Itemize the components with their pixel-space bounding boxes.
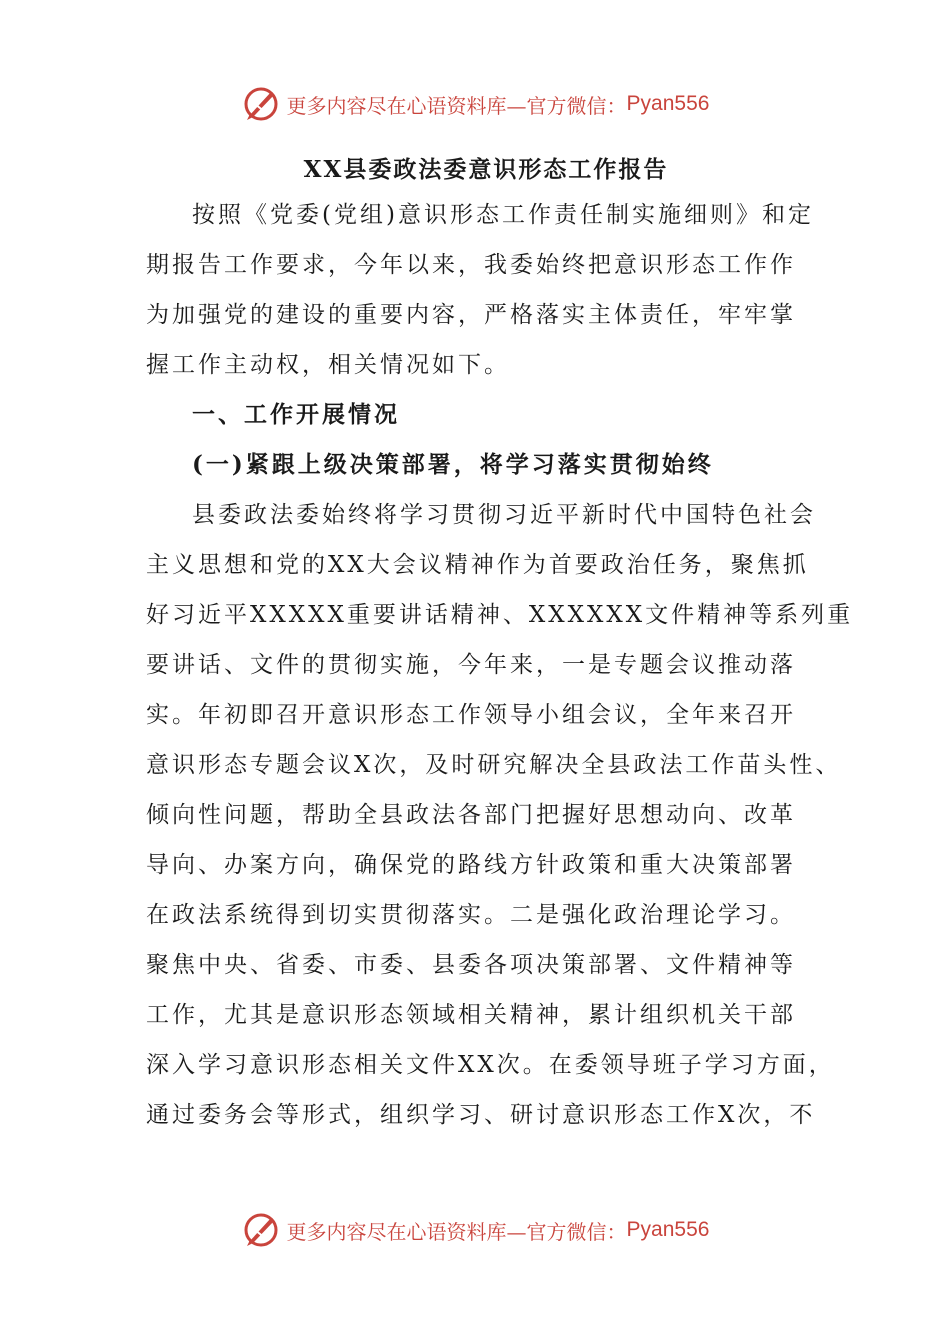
banner-wechat-id: Pyan556 xyxy=(626,92,710,115)
paragraph-line: 期报告工作要求，今年以来，我委始终把意识形态工作作 xyxy=(146,252,796,278)
document-title: XX县委政法委意识形态工作报告 xyxy=(303,156,669,183)
quill-pen-icon xyxy=(241,1210,281,1250)
watermark-banner-bottom xyxy=(0,1208,950,1252)
banner-text: 更多内容尽在心语资料库—官方微信： xyxy=(286,93,627,118)
paragraph-line: 实。年初即召开意识形态工作领导小组会议，全年来召开 xyxy=(146,702,796,728)
paragraph-line: 按照《党委(党组)意识形态工作责任制实施细则》和定 xyxy=(192,202,814,228)
paragraph-line: 握工作主动权，相关情况如下。 xyxy=(146,352,510,378)
quill-pen-icon xyxy=(241,84,281,124)
paragraph-line: 好习近平XXXXX重要讲话精神、XXXXXX文件精神等系列重 xyxy=(146,602,854,628)
paragraph-line: 要讲话、文件的贯彻实施，今年来，一是专题会议推动落 xyxy=(146,652,796,678)
banner-text: 更多内容尽在心语资料库—官方微信： xyxy=(286,1219,627,1244)
section-heading: 一、工作开展情况 xyxy=(192,401,400,428)
paragraph-line: 聚焦中央、省委、市委、县委各项决策部署、文件精神等 xyxy=(146,952,796,978)
paragraph-line: 意识形态专题会议X次，及时研究解决全县政法工作苗头性、 xyxy=(146,752,842,778)
document-body xyxy=(146,150,854,1140)
paragraph-line: 导向、办案方向，确保党的路线方针政策和重大决策部署 xyxy=(146,852,796,878)
banner-wechat-id: Pyan556 xyxy=(626,1218,710,1241)
paragraph-line: 主义思想和党的XX大会议精神作为首要政治任务，聚焦抓 xyxy=(146,552,809,578)
paragraph-line: 通过委务会等形式，组织学习、研讨意识形态工作X次，不 xyxy=(146,1102,816,1128)
paragraph-line: 工作，尤其是意识形态领域相关精神，累计组织机关干部 xyxy=(146,1002,796,1028)
watermark-banner-top xyxy=(0,82,950,126)
paragraph-line: 深入学习意识形态相关文件XX次。在委领导班子学习方面， xyxy=(146,1052,835,1078)
paragraph-line: 县委政法委始终将学习贯彻习近平新时代中国特色社会 xyxy=(192,502,816,528)
paragraph-line: 倾向性问题，帮助全县政法各部门把握好思想动向、改革 xyxy=(146,802,796,828)
paragraph-line: 在政法系统得到切实贯彻落实。二是强化政治理论学习。 xyxy=(146,902,796,928)
subsection-heading: (一)紧跟上级决策部署，将学习落实贯彻始终 xyxy=(192,451,714,478)
paragraph-line: 为加强党的建设的重要内容，严格落实主体责任，牢牢掌 xyxy=(146,302,796,328)
